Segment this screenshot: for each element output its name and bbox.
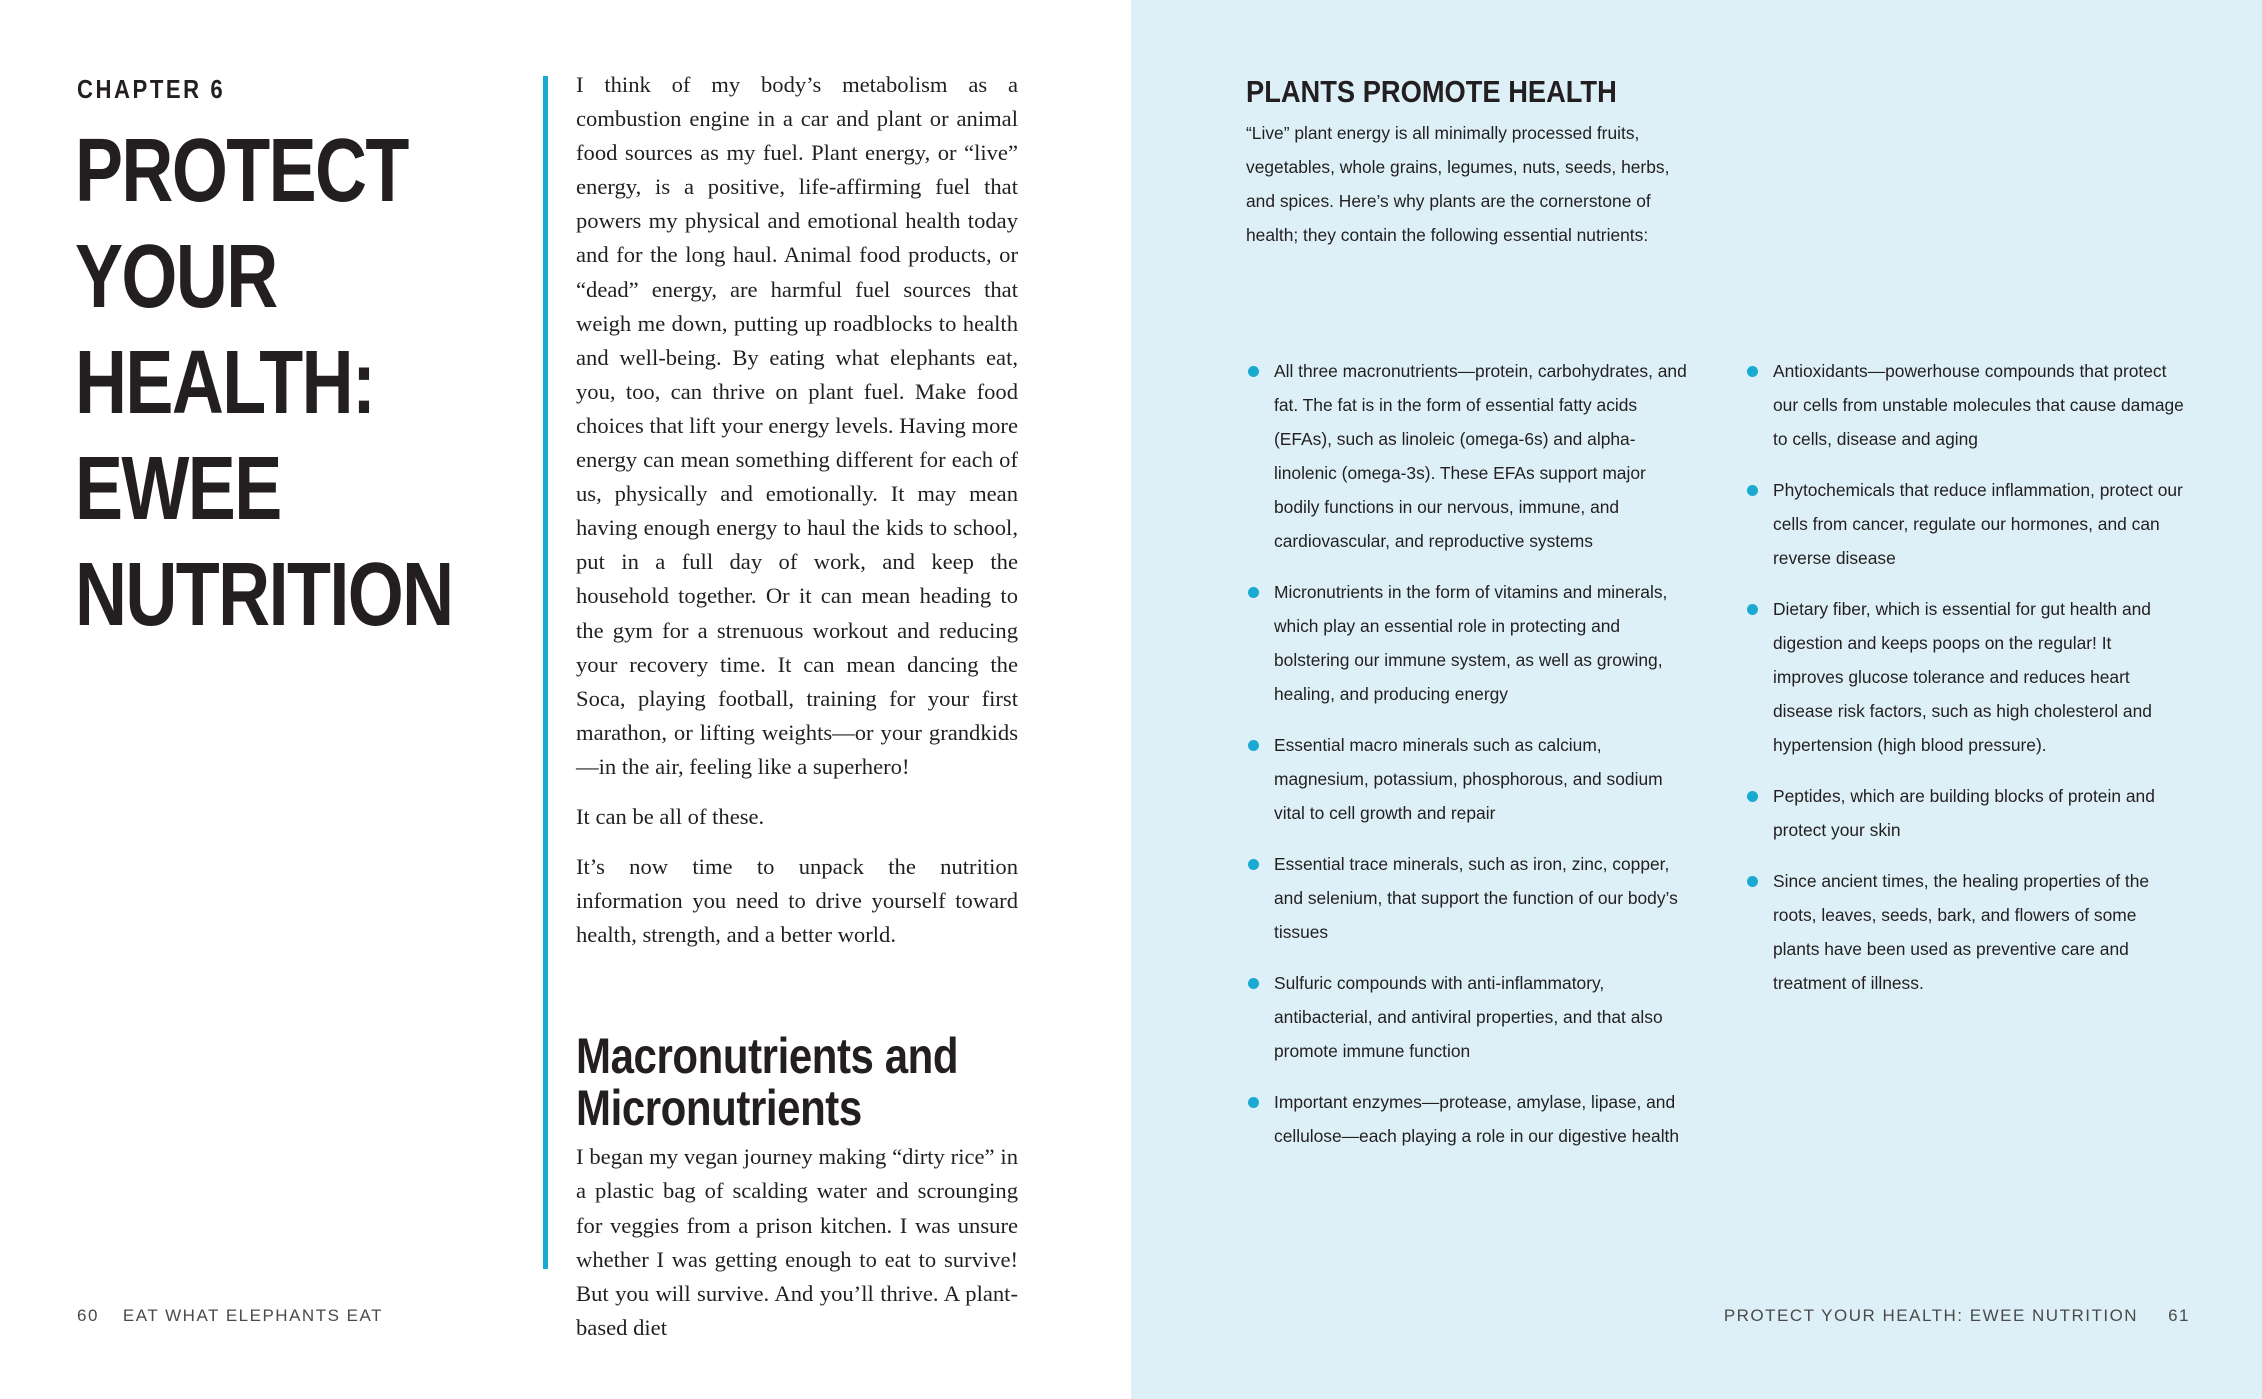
list-item [1745,779,2185,847]
footer-left [77,1306,383,1326]
body-paragraph: I think of my body’s metabolism as a combustion engine in a car and plant or animal food sources as my fuel. Plant energy, or “live” energy, is a positive, life-affirming fuel that powers my physical and emotional health today and for the long haul. Animal food products, or “dead” energy, are harmful fuel sources that weigh me down, putting up roadblocks to health and well-being. By eating what elephants eat, you, too, can thrive on plant fuel. Make food choices that lift your energy levels. Having more energy can mean something different for each of us, physically and emotionally. It may mean having enough energy to haul the kids to school, put in a full day of work, and keep the household together. Or it can mean heading to the gym for a strenuous workout and reducing your recovery time. It can mean dancing the Soca, playing football, training for your first marathon, or lifting weights—or your grandkids—in the air, feeling like a superhero! [576,72,1018,779]
list-item-text: Since ancient times, the healing properties of the roots, leaves, seeds, bark, and flowers of some plants have been used as preventive care and treatment of illness. [1773,871,2150,993]
list-item-text: Sulfuric compounds with anti-inflammatory, antibacterial, and antiviral properties, and that also promote immune function [1274,973,1663,1061]
footer-right [1724,1306,2190,1326]
chapter-title-line: PROTECT [75,121,408,221]
chapter-label: CHAPTER 6 [77,74,226,104]
chapter-title-line: EWEE [75,439,281,539]
list-item [1246,1085,1690,1153]
chapter-title-line: YOUR [75,227,277,327]
page-number: 60 [77,1306,99,1325]
list-item [1246,354,1690,558]
bullet-dot-icon [1248,740,1259,751]
section-heading [576,1028,1018,1137]
chapter-title [75,118,547,648]
bullet-list-left [1246,354,1690,1170]
list-item-text: Antioxidants—powerhouse compounds that protect our cells from unstable molecules that cause damage to cells, disease and aging [1773,361,2184,449]
list-item [1246,966,1690,1068]
bullet-dot-icon [1747,604,1758,615]
chapter-title-line: HEALTH: [75,333,375,433]
bullet-dot-icon [1248,1097,1259,1108]
list-item-text: Micronutrients in the form of vitamins and minerals, which play an essential role in protecting and bolstering our immune system, as well as growing, healing, and producing energy [1274,582,1668,704]
sidebar-title: PLANTS PROMOTE HEALTH [1246,74,1617,109]
chapter-title-line: NUTRITION [75,545,453,645]
list-item [1246,847,1690,949]
bullet-dot-icon [1248,859,1259,870]
list-item-text: Important enzymes—protease, amylase, lipase, and cellulose—each playing a role in our digestive health [1274,1092,1680,1146]
running-head: EAT WHAT ELEPHANTS EAT [122,1306,383,1325]
body-paragraph: It’s now time to unpack the nutrition information you need to drive yourself toward health, strength, and a better world. [576,854,1018,948]
page-number: 61 [2168,1306,2190,1325]
list-item [1745,354,2185,456]
list-item-text: All three macronutrients—protein, carbohydrates, and fat. The fat is in the form of essential fatty acids (EFAs), such as linoleic (omega-6s) and alpha-linolenic (omega-3s). These EFAs support major bodily functions in our nervous, immune, and cardiovascular, and reproductive systems [1274,361,1687,551]
bullet-dot-icon [1747,876,1758,887]
list-item-text: Essential macro minerals such as calcium, magnesium, potassium, phosphorous, and sodium vital to cell growth and repair [1274,735,1663,823]
bullet-dot-icon [1747,791,1758,802]
list-item [1745,592,2185,762]
bullet-dot-icon [1248,587,1259,598]
bullet-dot-icon [1248,366,1259,377]
list-item [1745,473,2185,575]
section-paragraph: I began my vegan journey making “dirty rice” in a plastic bag of scalding water and scrounging for veggies from a prison kitchen. I was unsure whether I was getting enough to eat to survive! But you will survive. And you’ll thrive. A plant-based diet [576,1144,1018,1340]
bullet-dot-icon [1248,978,1259,989]
list-item-text: Phytochemicals that reduce inflammation, protect our cells from cancer, regulate our hormones, and can reverse disease [1773,480,2183,568]
list-item-text: Peptides, which are building blocks of protein and protect your skin [1773,786,2155,840]
list-item-text: Essential trace minerals, such as iron, zinc, copper, and selenium, that support the function of our body’s tissues [1274,854,1678,942]
body-paragraph: It can be all of these. [576,803,765,829]
list-item [1246,728,1690,830]
list-item [1246,575,1690,711]
list-item-text: Dietary fiber, which is essential for gut health and digestion and keeps poops on the regular! It improves glucose tolerance and reduces heart disease risk factors, such as high cholesterol and hypertension (high blood pressure). [1773,599,2152,755]
sidebar-intro: “Live” plant energy is all minimally processed fruits, vegetables, whole grains, legumes, nuts, seeds, herbs, and spices. Here’s why plants are the cornerstone of health; they contain the following essential nutrients: [1246,123,1670,245]
bullet-dot-icon [1747,366,1758,377]
bullet-list-right [1745,354,2185,1017]
bullet-dot-icon [1747,485,1758,496]
accent-rule [543,76,548,1269]
list-item [1745,864,2185,1000]
section-heading-line: Micronutrients [576,1080,862,1137]
body-column [576,68,1018,1361]
section-heading-line: Macronutrients and [576,1028,959,1085]
running-head: PROTECT YOUR HEALTH: EWEE NUTRITION [1723,1306,2139,1325]
